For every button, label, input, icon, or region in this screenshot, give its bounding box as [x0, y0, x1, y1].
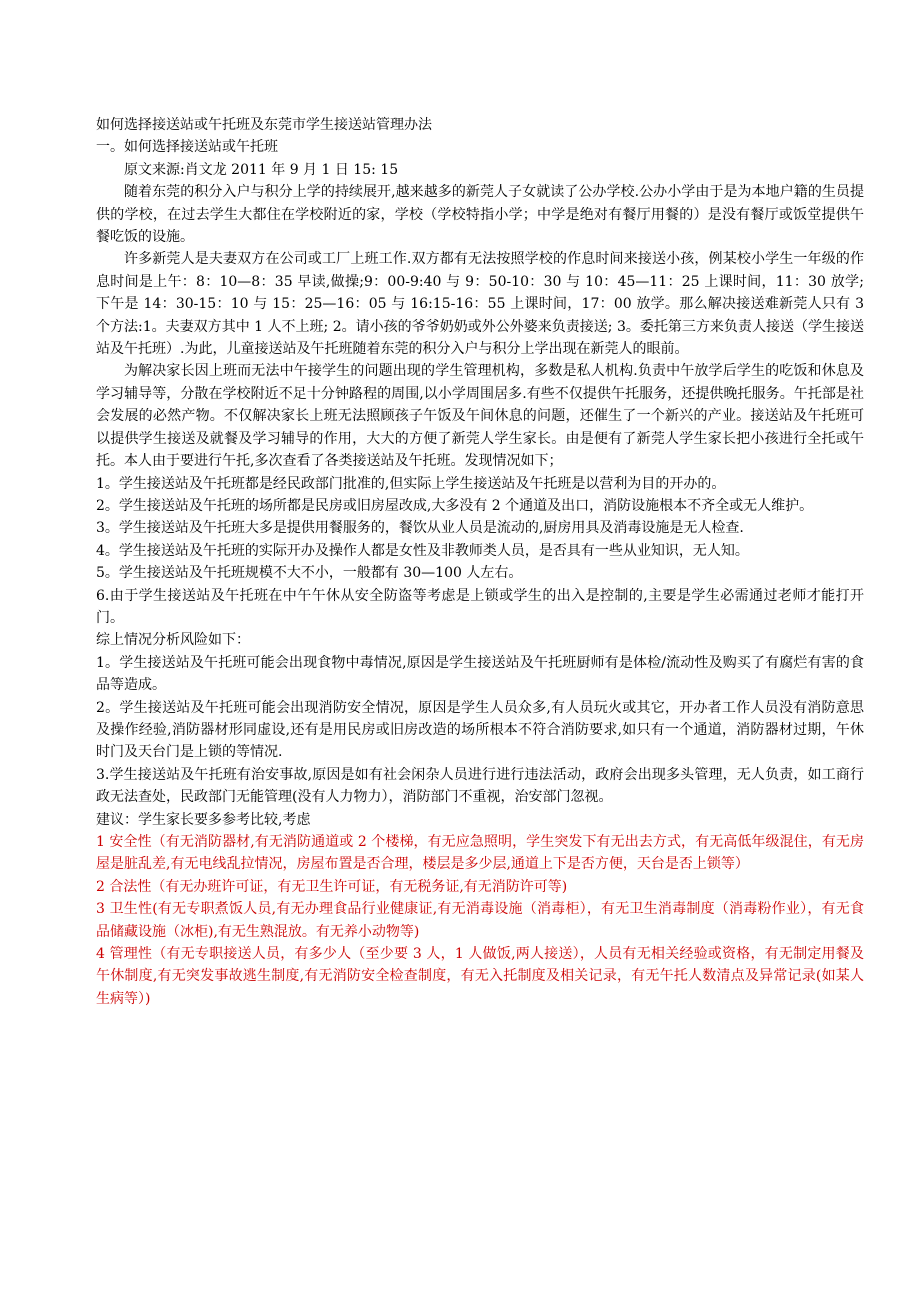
finding-item: 6.由于学生接送站及午托班在中午午休从安全防盗等考虑是上锁或学生的出入是控制的,主要是学生必需通过老师才能打开门。: [96, 587, 864, 626]
risk-item: 2。学生接送站及午托班可能会出现消防安全情况，原因是学生人员众多,有人员玩火或其它，开办者工作人员没有消防意思及操作经验,消防器材形同虚设,还有是用民房或旧房改造的场所根本不符合消防要求,如只有一个通道，消防器材过期，午休时门及天台门是上锁的等情况.: [96, 699, 864, 761]
advice-item: 4 管理性（有无专职接送人员，有多少人（至少要 3 人，1 人做饭,两人接送），人员有无相关经验或资格，有无制定用餐及午休制度,有无突发事故逃生制度,有无消防安全检查制度，有无入托制度及相关记录，有无午托人数清点及异常记录(如某人生病等）): [96, 946, 864, 1007]
risk-item: 3.学生接送站及午托班有治安事故,原因是如有社会闲杂人员进行进行违法活动，政府会出现多头管理，无人负责，如工商行政无法查处，民政部门无能管理(没有人力物力），消防部门不重视，治安部门忽视。: [96, 766, 864, 806]
advice-item: 3 卫生性(有无专职煮饭人员,有无办理食品行业健康证,有无消毒设施（消毒柜），有无卫生消毒制度（消毒粉作业），有无食品储藏设施（冰柜),有无生熟混放。有无养小动物等): [96, 901, 864, 940]
risk-heading: 综上情况分析风险如下：: [96, 632, 250, 649]
advice-item: 2 合法性（有无办班许可证，有无卫生许可证，有无税务证,有无消防许可等): [96, 878, 568, 895]
finding-item: 3。学生接送站及午托班大多是提供用餐服务的，餐饮从业人员是流动的,厨房用具及消毒设施是无人检查.: [96, 520, 744, 537]
finding-item: 2。学生接送站及午托班的场所都是民房或旧房屋改成,大多没有 2 个通道及出口，消防设施根本不齐全或无人维护。: [96, 497, 814, 514]
risk-item: 1。学生接送站及午托班可能会出现食物中毒情况,原因是学生接送站及午托班厨师有是体检/流动性及购买了有腐烂有害的食品等造成。: [96, 654, 864, 694]
finding-item: 4。学生接送站及午托班的实际开办及操作人都是女性及非教师类人员，是否具有一些从业知识，无人知。: [96, 542, 749, 559]
paragraph: 许多新莞人是夫妻双方在公司或工厂上班工作.双方都有无法按照学校的作息时间来接送小孩，例某校小学生一年级的作息时间是上午：8：10—8：35 早读,做操;9：00-9:40 与 9：50-10：30 与 10：45—11：25 上课时间，11：30 放学;下午是 14：30-15：10 与 15：25—16：05 与 16:15-16：55 上课时间，17：00 放学。那么解决接送难新莞人只有 3 个方法:1。夫妻双方其中 1 人不上班; 2。请小孩的爷爷奶奶或外公外婆来负责接送; 3。委托第三方来负责人接送（学生接送站及午托班）.为此，儿童接送站及午托班随着东莞的积分入户与积分上学出现在新莞人的眼前。: [96, 251, 864, 358]
source-line: 原文来源:肖文龙 2011 年 9 月 1 日 15: 15: [124, 161, 399, 178]
paragraph: 随着东莞的积分入户与积分上学的持续展开,越来越多的新莞人子女就读了公办学校.公办小学由于是为本地户籍的生员提供的学校，在过去学生大都住在学校附近的家，学校（学校特指小学；中学是绝对有餐厅用餐的）是没有餐厅或饭堂提供午餐吃饭的设施。: [96, 184, 864, 246]
advice-item: 1 安全性（有无消防器材,有无消防通道或 2 个楼梯，有无应急照明，学生突发下有无出去方式，有无高低年级混住，有无房屋是脏乱差,有无电线乱拉情况，房屋布置是否合理，楼层是多少层,通道上下是否方便，天台是否上锁等）: [96, 834, 864, 873]
document-title: 如何选择接送站或午托班及东莞市学生接送站管理办法: [96, 117, 432, 133]
finding-item: 5。学生接送站及午托班规模不大不小，一般都有 30—100 人左右。: [96, 565, 523, 582]
paragraph: 为解决家长因上班而无法中午接学生的问题出现的学生管理机构，多数是私人机构.负责中午放学后学生的吃饭和休息及学习辅导等，分散在学校附近不足十分钟路程的周围,以小学周围居多.有些不仅提供午托服务，还提供晚托服务。午托部是社会发展的必然产物。不仅解决家长上班无法照顾孩子午饭及午间休息的问题，还催生了一个新兴的产业。接送站及午托班可以提供学生接送及就餐及学习辅导的作用，大大的方便了新莞人学生家长。由是便有了新莞人学生家长把小孩进行全托或午托。本人由于要进行午托,多次查看了各类接送站及午托班。发现情况如下；: [96, 363, 864, 470]
section-heading: 一。如何选择接送站或午托班: [96, 139, 278, 156]
advice-heading: 建议：学生家长要多参考比较,考虑: [96, 811, 311, 828]
finding-item: 1。学生接送站及午托班都是经民政部门批准的,但实际上学生接送站及午托班是以营利为目的开办的。: [96, 475, 726, 492]
